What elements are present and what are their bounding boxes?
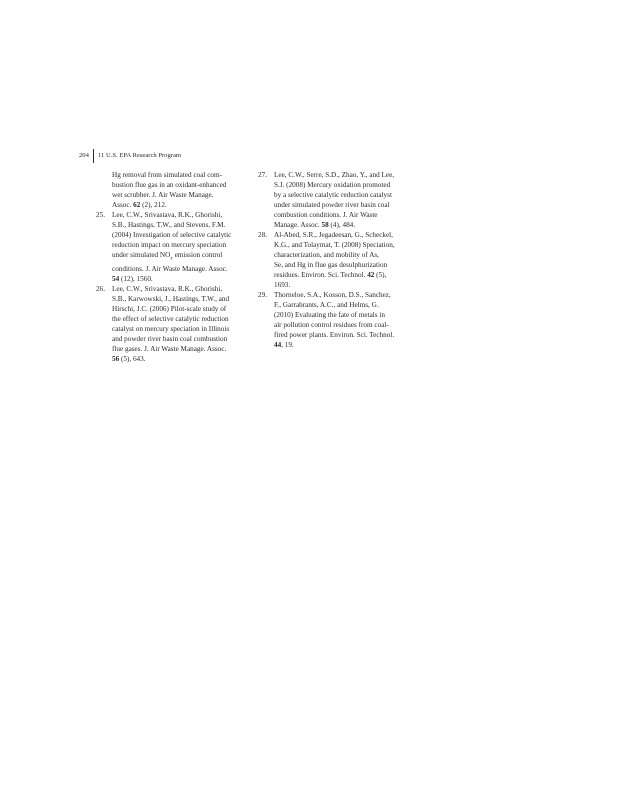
- reference-line: under simulated powder river basin coal: [274, 201, 390, 209]
- nox-label: NO: [159, 251, 171, 259]
- reference-line: 44, 19.: [274, 341, 294, 349]
- reference-line: Lee, C.W., Serre, S.D., Zhao, Y., and Lee,: [274, 171, 395, 179]
- reference-line: Al-Abed, S.R., Jegadeesan, G., Scheckel,: [274, 231, 393, 239]
- reference-line: wet scrubber. J. Air Waste Manage.: [112, 191, 214, 199]
- reference-line: Thorneloe, S.A., Kosson, D.S., Sanchez,: [274, 291, 391, 299]
- header-divider: [93, 149, 94, 163]
- reference-line: Se, and Hg in flue gas desulphurization: [274, 261, 388, 269]
- reference-line: Assoc. 62 (2), 212.: [112, 201, 167, 209]
- references-right-column: [258, 170, 418, 350]
- reference-29: [258, 290, 418, 350]
- reference-line: reduction impact on mercury speciation: [112, 241, 227, 249]
- reference-line: S.B., Karwowski, J., Hastings, T.W., and: [112, 295, 230, 304]
- reference-26: [96, 284, 247, 364]
- reference-line: bustion flue gas in an oxidant-enhanced: [112, 181, 227, 189]
- reference-line: 56 (5), 643.: [112, 355, 146, 364]
- reference-line: air pollution control residues from coal-: [274, 321, 389, 329]
- reference-volume: 62: [133, 201, 141, 209]
- reference-line: characterization, and mobility of As,: [274, 251, 379, 259]
- reference-28: [258, 230, 418, 290]
- reference-line: F., Garrabrants, A.C., and Helms, G.: [274, 301, 379, 309]
- reference-line: (2010) Evaluating the fate of metals in: [274, 311, 385, 319]
- reference-line: catalyst on mercury speciation in Illinois: [112, 325, 230, 334]
- reference-line: fired power plants. Environ. Sci. Technol.: [274, 331, 395, 339]
- reference-volume: 44: [274, 341, 282, 349]
- reference-line: S.J. (2008) Mercury oxidation promoted: [274, 181, 391, 189]
- reference-line: Hg removal from simulated coal com-: [112, 171, 222, 179]
- reference-line: 54 (12), 1560.: [112, 275, 153, 284]
- reference-27: [258, 170, 418, 230]
- reference-number: 27.: [258, 171, 267, 179]
- reference-line: and powder river basin coal combustion: [112, 335, 228, 344]
- reference-line: Hirschi, J.C. (2006) Pilot-scale study of: [112, 305, 227, 314]
- running-head-chapter: 11 U.S. EPA Research Program: [98, 152, 182, 159]
- reference-volume: 42: [367, 271, 375, 279]
- reference-line: (2004) Investigation of selective catalytic: [112, 231, 232, 239]
- reference-volume: 54: [112, 275, 120, 284]
- reference-volume: 56: [112, 355, 120, 364]
- reference-line: Lee, C.W., Srivastava, R.K., Ghorishi,: [112, 211, 223, 219]
- reference-number: 25.: [96, 211, 105, 219]
- reference-line: combustion conditions. J. Air Waste: [274, 211, 378, 219]
- reference-line: the effect of selective catalytic reduction: [112, 315, 229, 324]
- reference-line: residues. Environ. Sci. Technol. 42 (5),: [274, 271, 387, 279]
- reference-line: K.G., and Tolaymat, T. (2008) Speciation,: [274, 241, 395, 249]
- reference-continued: [96, 170, 247, 210]
- reference-line: Manage. Assoc. 58 (4), 484.: [274, 221, 356, 229]
- reference-number: 26.: [96, 285, 105, 294]
- references-left-column: [96, 170, 247, 364]
- reference-line: by a selective catalytic reduction catalyst: [274, 191, 392, 199]
- reference-line: under simulated $NO_x$ emission control: [112, 251, 223, 262]
- nox-subscript: x: [170, 256, 173, 262]
- reference-line: 1693.: [274, 281, 291, 289]
- reference-number: 29.: [258, 291, 267, 299]
- reference-volume: 58: [321, 221, 329, 229]
- reference-line: flue gases. J. Air Waste Manage. Assoc.: [112, 345, 227, 354]
- reference-number: 28.: [258, 231, 267, 239]
- reference-line: Lee, C.W., Srivastava, R.K., Ghorishi,: [112, 285, 223, 294]
- reference-25: [96, 210, 247, 284]
- page-number: 204: [79, 152, 89, 159]
- reference-line: conditions. J. Air Waste Manage. Assoc.: [112, 265, 228, 274]
- reference-line: S.B., Hastings, T.W., and Stevens, F.M.: [112, 221, 226, 229]
